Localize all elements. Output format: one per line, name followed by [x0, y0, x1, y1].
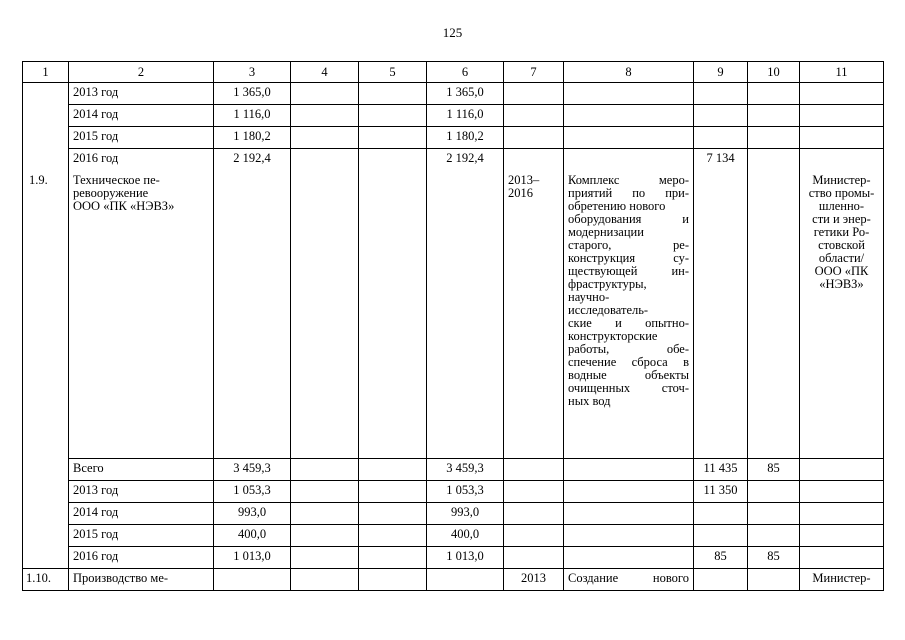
item-description: Комплекс меро- приятий по при- обретению нового оборудования и модернизации старого, ре- конструкция су- ществующей ин- фраструктуры, научно- исследователь- ские и опытно- конструкторские работы, обе- спечение сброса в водные объекты очищенных сточ- ных вод	[564, 171, 694, 459]
header-cell: 1	[23, 62, 69, 83]
item-1-10-row	[23, 569, 884, 591]
table-row: 2013 год 1 365,0 1 365,0	[23, 83, 884, 105]
table-row: Всего 3 459,3 3 459,3 11 435 85	[23, 459, 884, 481]
page-number: 125	[442, 25, 463, 40]
item-description: Создание нового	[564, 569, 694, 591]
item-period: 2013– 2016	[504, 171, 564, 459]
header-cell: 5	[359, 62, 427, 83]
table-row: 2016 год 2 192,4 2 192,4 7 134	[23, 149, 884, 171]
program-table	[22, 61, 884, 591]
header-cell: 7	[504, 62, 564, 83]
item-period: 2013	[504, 569, 564, 591]
header-cell: 2	[69, 62, 214, 83]
header-row	[23, 62, 884, 83]
item-number: 1.9.	[23, 171, 69, 459]
table-row: 2014 год 993,0 993,0	[23, 503, 884, 525]
table-row: 2016 год 1 013,0 1 013,0 85 85	[23, 547, 884, 569]
table-row: 2013 год 1 053,3 1 053,3 11 350	[23, 481, 884, 503]
header-cell: 3	[214, 62, 291, 83]
item-title: Производство ме-	[69, 569, 214, 591]
header-cell: 11	[800, 62, 884, 83]
item-1-9-row	[23, 171, 884, 459]
table-row: 2015 год 1 180,2 1 180,2	[23, 127, 884, 149]
header-cell: 10	[748, 62, 800, 83]
item-title: Техническое пе- ревооружение ООО «ПК «НЭВЗ»	[69, 171, 214, 459]
header-cell: 8	[564, 62, 694, 83]
item-number: 1.10.	[23, 569, 69, 591]
table-row: 2014 год 1 116,0 1 116,0	[23, 105, 884, 127]
item-ministry: Министер- ство промы- шленно- сти и энер- гетики Ро- стовской области/ ООО «ПК «НЭВЗ»	[800, 171, 884, 459]
header-cell: 9	[694, 62, 748, 83]
item-ministry: Министер-	[800, 569, 884, 591]
table-row: 2015 год 400,0 400,0	[23, 525, 884, 547]
header-cell: 6	[427, 62, 504, 83]
header-cell: 4	[291, 62, 359, 83]
